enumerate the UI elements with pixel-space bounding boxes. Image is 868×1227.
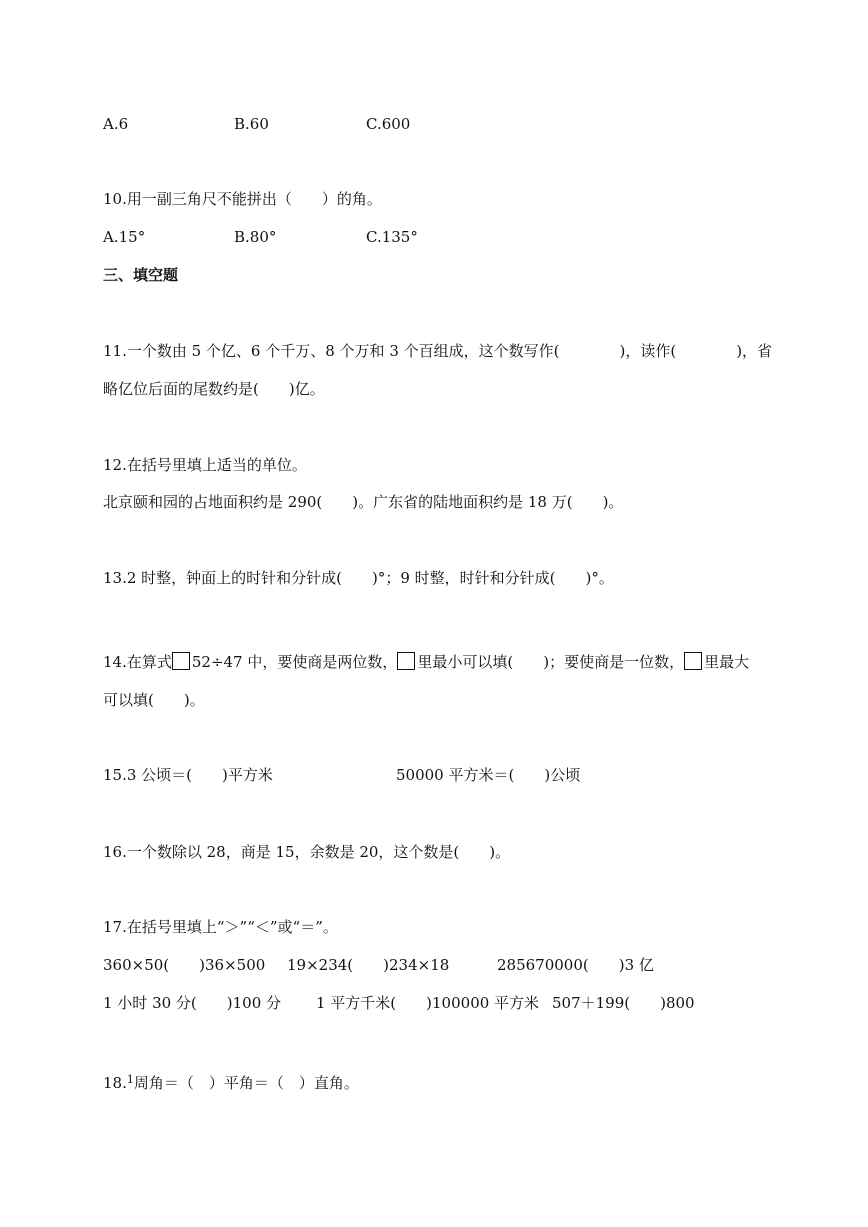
q11-line-1: 11.一个数由 5 个亿、6 个千万、8 个万和 3 个百组成，这个数写作( )，读作( )，省 bbox=[103, 342, 773, 360]
q17-stem: 17.在括号里填上“＞”“＜”或“＝”。 bbox=[103, 918, 338, 936]
q14-line-2: 可以填( )。 bbox=[103, 691, 205, 709]
blank-box-icon bbox=[684, 652, 702, 670]
q18-prefix: 18. bbox=[103, 1074, 127, 1092]
q13-stem: 13.2 时整，钟面上的时针和分针成( )°；9 时整，时针和分针成( )°。 bbox=[103, 569, 614, 587]
q10-option-c: C.135° bbox=[366, 228, 418, 246]
q10-option-b: B.80° bbox=[234, 228, 277, 246]
q12-line-2: 北京颐和园的占地面积约是 290( )。广东省的陆地面积约是 18 万( )。 bbox=[103, 493, 624, 511]
q15-left: 15.3 公顷＝( )平方米 bbox=[103, 766, 273, 784]
q9-option-c: C.600 bbox=[366, 115, 411, 133]
q14-text-2: 52÷47 中，要使商是两位数， bbox=[191, 653, 398, 671]
q17-item-2: 19×234( )234×18 bbox=[287, 956, 450, 974]
q18-stem bbox=[103, 1070, 359, 1093]
q18-fraction-numerator: 1 bbox=[126, 1073, 134, 1086]
q12-stem: 12.在括号里填上适当的单位。 bbox=[103, 456, 307, 474]
q17-item-4: 1 小时 30 分( )100 分 bbox=[103, 994, 282, 1012]
blank-box-icon bbox=[172, 652, 190, 670]
q17-item-3: 285670000( )3 亿 bbox=[497, 956, 654, 974]
q17-item-5: 1 平方千米( )100000 平方米 bbox=[316, 994, 540, 1012]
q15-right: 50000 平方米＝( )公顷 bbox=[396, 766, 581, 784]
q18-rest: 周角＝（ ）平角＝（ ）直角。 bbox=[133, 1074, 359, 1092]
q16-stem: 16.一个数除以 28，商是 15，余数是 20，这个数是( )。 bbox=[103, 843, 511, 861]
q10-option-a: A.15° bbox=[103, 228, 146, 246]
section-heading-fill-blank: 三、填空题 bbox=[103, 266, 179, 284]
q17-item-1: 360×50( )36×500 bbox=[103, 956, 266, 974]
q17-item-6: 507＋199( )800 bbox=[552, 994, 695, 1012]
q10-stem: 10.用一副三角尺不能拼出（ ）的角。 bbox=[103, 190, 382, 208]
q9-option-a: A.6 bbox=[103, 115, 129, 133]
q14-text-3: 里最小可以填( )；要使商是一位数， bbox=[417, 653, 685, 671]
q14-text-4: 里最大 bbox=[704, 653, 750, 671]
q14-line-1 bbox=[103, 652, 749, 672]
blank-box-icon bbox=[397, 652, 415, 670]
q14-text-1: 14.在算式 bbox=[103, 653, 172, 671]
q9-option-b: B.60 bbox=[234, 115, 269, 133]
q11-line-2: 略亿位后面的尾数约是( )亿。 bbox=[103, 380, 325, 398]
